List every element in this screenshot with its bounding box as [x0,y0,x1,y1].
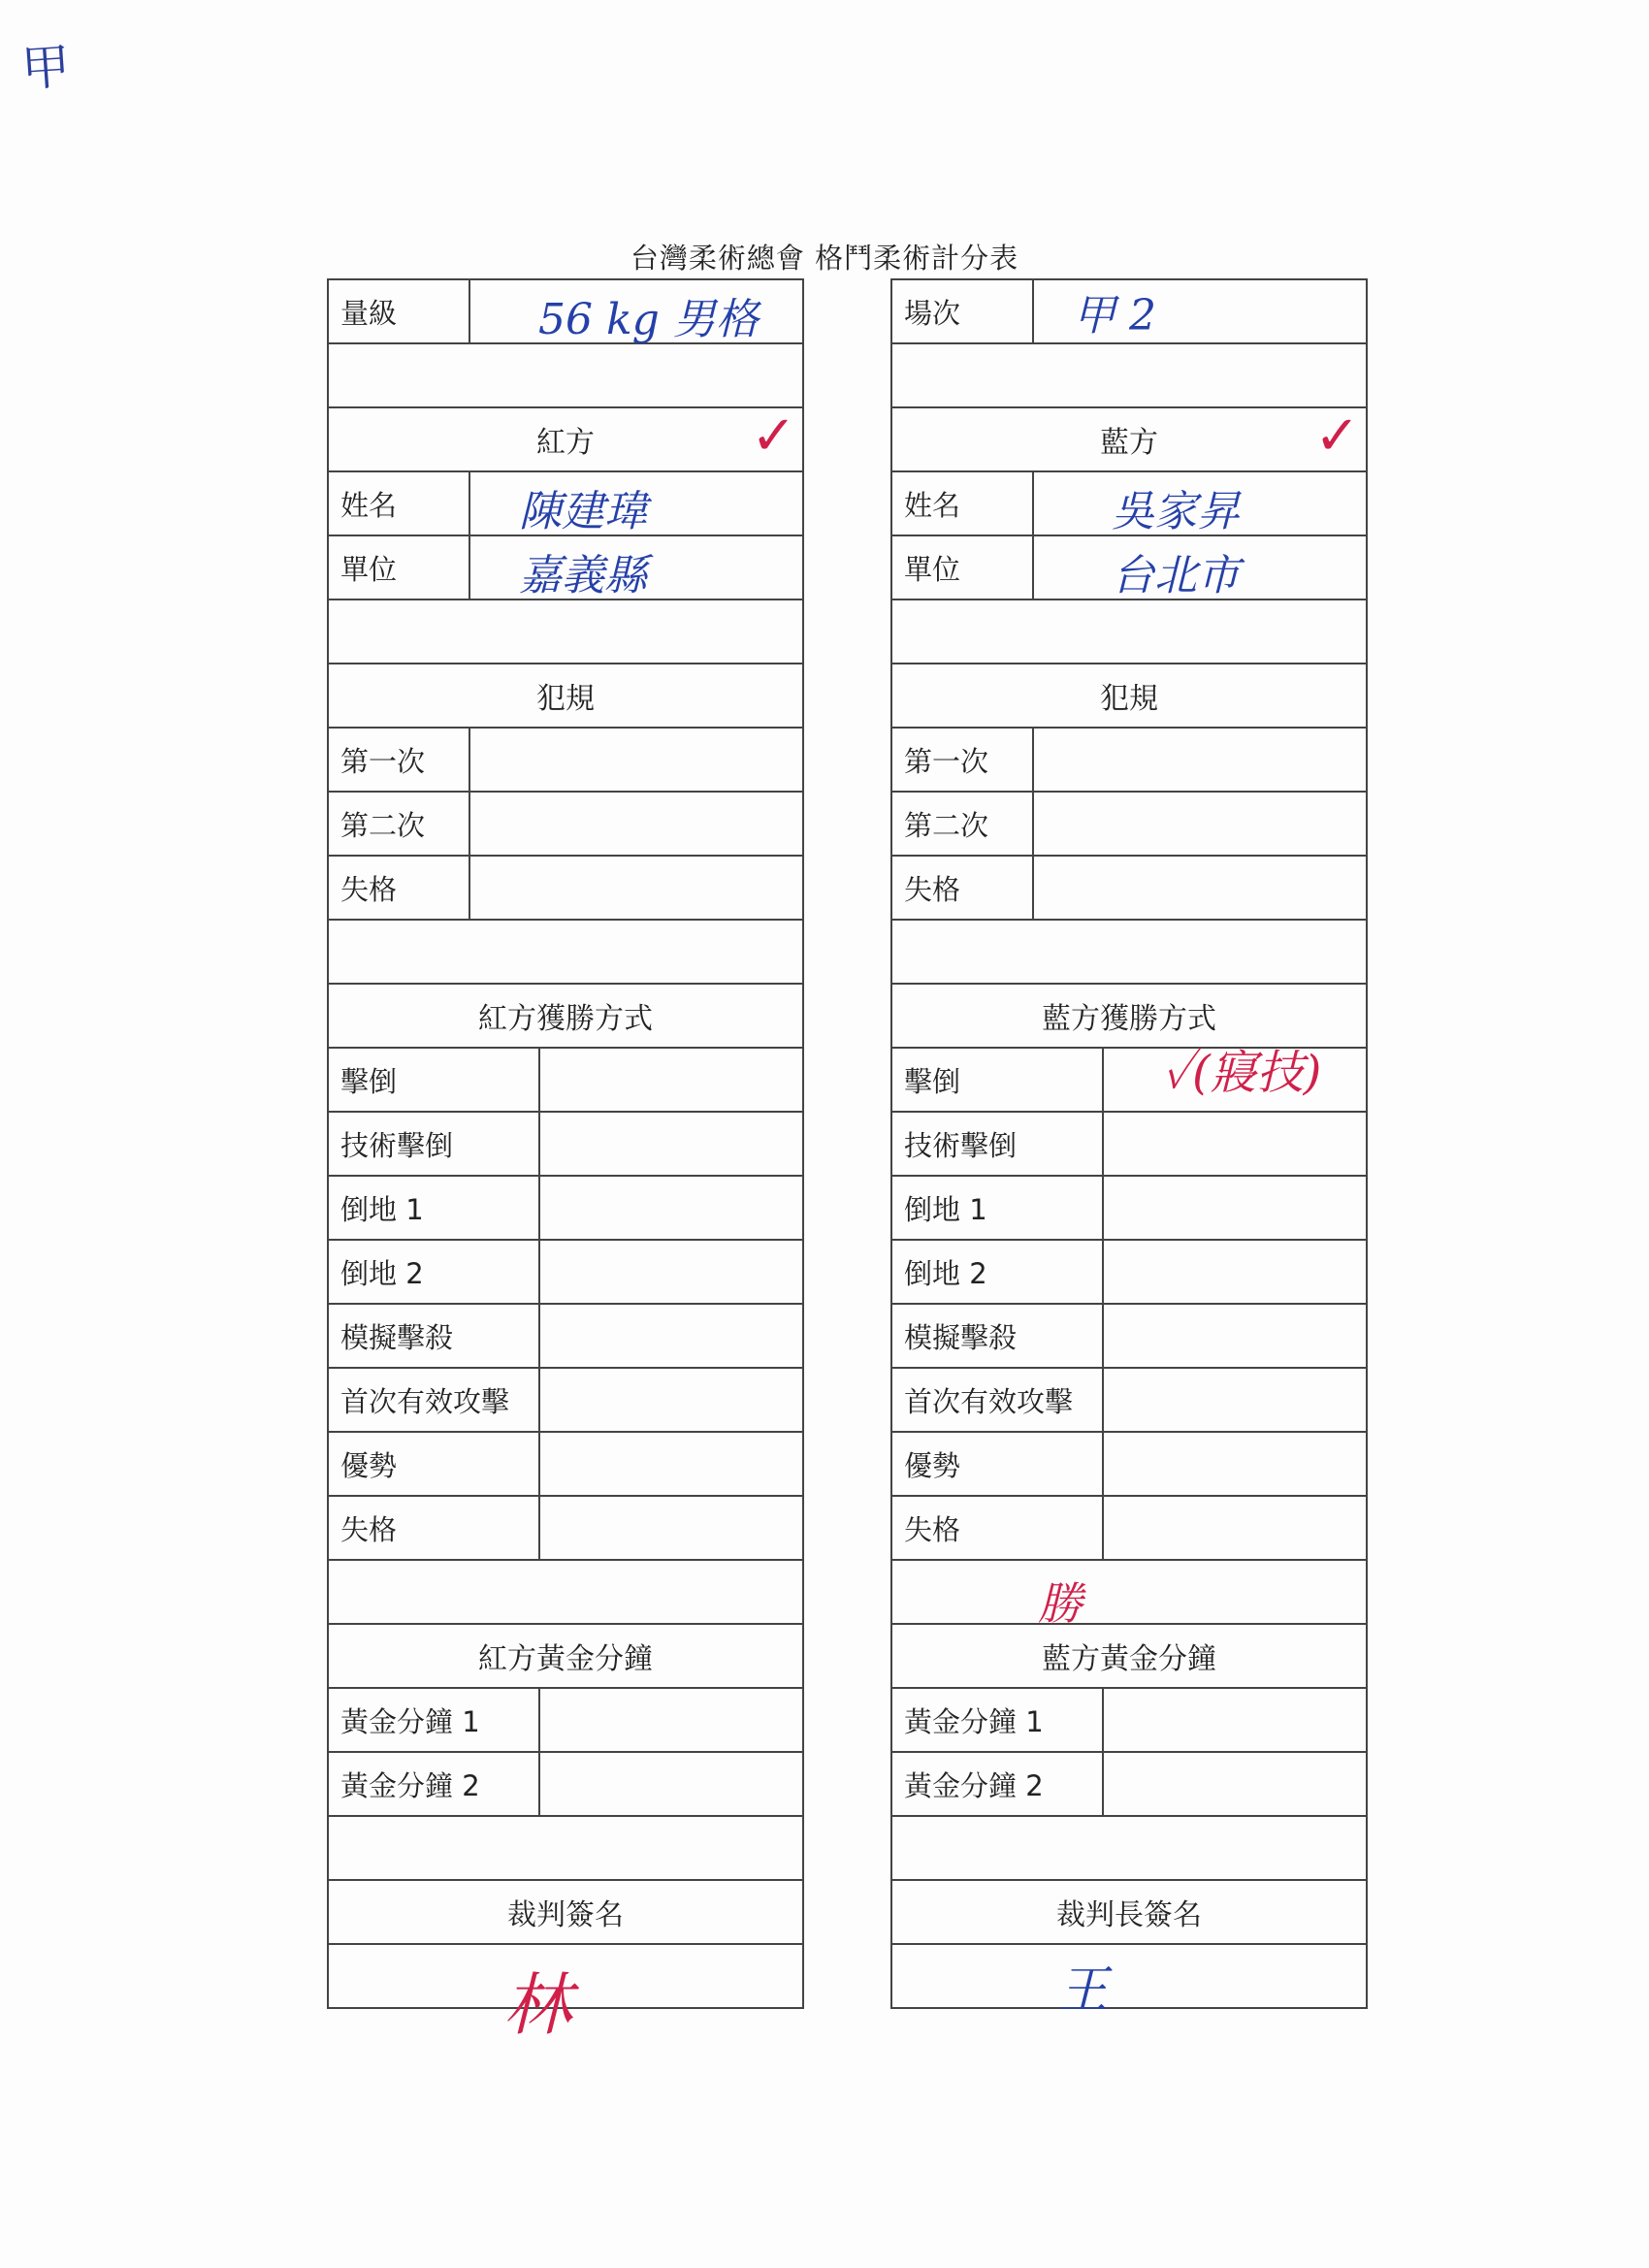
blue-fouls-title: 犯規 [1100,682,1158,716]
blank-row [892,344,1366,408]
referee-sign-title: 裁判簽名 [507,1898,624,1932]
red-unit-value: 嘉義縣 [519,551,647,600]
blue-win-label: 倒地 1 [892,1177,1104,1239]
blank-row [892,600,1366,664]
chief-sign-title: 裁判長簽名 [1056,1898,1202,1932]
blue-name-value: 吳家昇 [1112,487,1240,536]
referee-sign-field[interactable] [329,1945,802,2045]
red-side-label: 紅方 [536,426,595,460]
blue-win-label: 模擬擊殺 [892,1305,1104,1367]
red-win-field[interactable] [540,1113,802,1175]
blue-name-field[interactable] [1034,472,1366,535]
red-fouls-header [329,664,802,729]
blue-name-label: 姓名 [892,472,1034,535]
blue-unit-label: 單位 [892,536,1034,599]
red-win-field[interactable] [540,1177,802,1239]
red-win-field[interactable] [540,1241,802,1303]
red-win-field[interactable] [540,1433,802,1495]
blue-foul-field[interactable] [1034,857,1366,919]
blue-unit-field[interactable] [1034,536,1366,599]
red-win-label: 模擬擊殺 [329,1305,540,1367]
red-win-label: 首次有效攻擊 [329,1369,540,1431]
red-golden-field[interactable] [540,1689,802,1751]
blue-foul-label: 第二次 [892,793,1034,855]
red-foul-label: 失格 [329,857,470,919]
red-win-label: 技術擊倒 [329,1113,540,1175]
blue-name-row [892,472,1366,536]
red-golden-label: 黃金分鐘 1 [329,1689,540,1751]
referee-signature: 林 [503,1965,571,2045]
red-win-field[interactable] [540,1305,802,1367]
red-name-row [329,472,802,536]
red-name-field[interactable] [470,472,802,535]
referee-sign-header [329,1881,802,1945]
blue-win-label: 優勢 [892,1433,1104,1495]
red-golden-label: 黃金分鐘 2 [329,1753,540,1815]
blue-win-check-note: ✓(寢技) [1162,1046,1322,1100]
red-name-value: 陳建瑋 [519,487,647,536]
red-win-label: 失格 [329,1497,540,1559]
red-win-field[interactable] [540,1369,802,1431]
blue-unit-value: 台北市 [1112,551,1240,600]
blue-result-note: 勝 [1038,1577,1083,1630]
blue-result-row [892,1561,1366,1630]
blue-golden-label: 黃金分鐘 2 [892,1753,1104,1815]
red-win-field[interactable] [540,1049,802,1111]
weight-label: 量級 [329,280,470,342]
weight-row [329,280,802,344]
red-column [327,278,804,2045]
blue-side-row [892,405,1366,472]
blank-row [892,1817,1366,1881]
blank-row [329,600,802,664]
blank-row [329,1561,802,1625]
blue-win-field[interactable] [1104,1305,1366,1367]
chief-signature: 王 [1057,1961,1109,2020]
blue-win-field[interactable] [1104,1497,1366,1559]
blue-golden-field[interactable] [1104,1689,1366,1751]
blue-side-label: 藍方 [1100,426,1158,460]
red-unit-row [329,536,802,600]
red-side-check-icon: ✓ [751,405,796,468]
blue-win-field[interactable] [1104,1369,1366,1431]
blank-row [329,344,802,408]
red-win-label: 擊倒 [329,1049,540,1111]
blue-win-label: 擊倒 [892,1049,1104,1111]
red-win-header [329,985,802,1049]
blue-win-field[interactable] [1104,1046,1366,1111]
blue-win-label: 技術擊倒 [892,1113,1104,1175]
red-win-label: 倒地 2 [329,1241,540,1303]
red-foul-field[interactable] [470,857,802,919]
blue-win-field[interactable] [1104,1241,1366,1303]
red-unit-field[interactable] [470,536,802,599]
blue-win-field[interactable] [1104,1177,1366,1239]
blue-foul-field[interactable] [1034,793,1366,855]
blue-win-field[interactable] [1104,1433,1366,1495]
red-golden-field[interactable] [540,1753,802,1815]
blue-side-check-icon: ✓ [1314,405,1360,468]
red-foul-field[interactable] [470,793,802,855]
red-foul-field[interactable] [470,729,802,791]
chief-sign-field[interactable] [892,1945,1366,2020]
match-label: 場次 [892,280,1034,342]
blank-row [329,1817,802,1881]
blue-foul-field[interactable] [1034,729,1366,791]
blue-foul-label: 第一次 [892,729,1034,791]
blue-win-label: 首次有效攻擊 [892,1369,1104,1431]
blue-win-label: 失格 [892,1497,1104,1559]
red-side-row [329,405,802,472]
red-fouls-title: 犯規 [536,682,595,716]
chief-sign-header [892,1881,1366,1945]
red-unit-label: 單位 [329,536,470,599]
red-foul-label: 第二次 [329,793,470,855]
blue-golden-header [892,1625,1366,1689]
red-win-title: 紅方獲勝方式 [478,1002,653,1036]
match-row [892,280,1366,344]
blue-foul-label: 失格 [892,857,1034,919]
weight-value: 56 kg 男格 [538,295,759,344]
red-foul-label: 第一次 [329,729,470,791]
blue-win-title: 藍方獲勝方式 [1042,1002,1216,1036]
blue-unit-row [892,536,1366,600]
red-golden-title: 紅方黃金分鐘 [478,1642,653,1676]
blue-win-label: 倒地 2 [892,1241,1104,1303]
blue-golden-label: 黃金分鐘 1 [892,1689,1104,1751]
red-win-field[interactable] [540,1497,802,1559]
red-win-label: 優勢 [329,1433,540,1495]
red-win-label: 倒地 1 [329,1177,540,1239]
blue-golden-title: 藍方黃金分鐘 [1042,1642,1216,1676]
weight-field[interactable] [470,280,802,342]
blue-fouls-header [892,664,1366,729]
red-name-label: 姓名 [329,472,470,535]
red-golden-header [329,1625,802,1689]
blue-win-field[interactable] [1104,1113,1366,1175]
match-value: 甲 2 [1073,291,1156,340]
blue-golden-field[interactable] [1104,1753,1366,1815]
page-title: 台灣柔術總會 格鬥柔術計分表 [630,242,1019,275]
corner-handwritten-mark: 甲 [19,38,73,98]
blank-row [892,921,1366,985]
match-field[interactable] [1034,280,1366,342]
blank-row [329,921,802,985]
blue-column [890,278,1368,2020]
